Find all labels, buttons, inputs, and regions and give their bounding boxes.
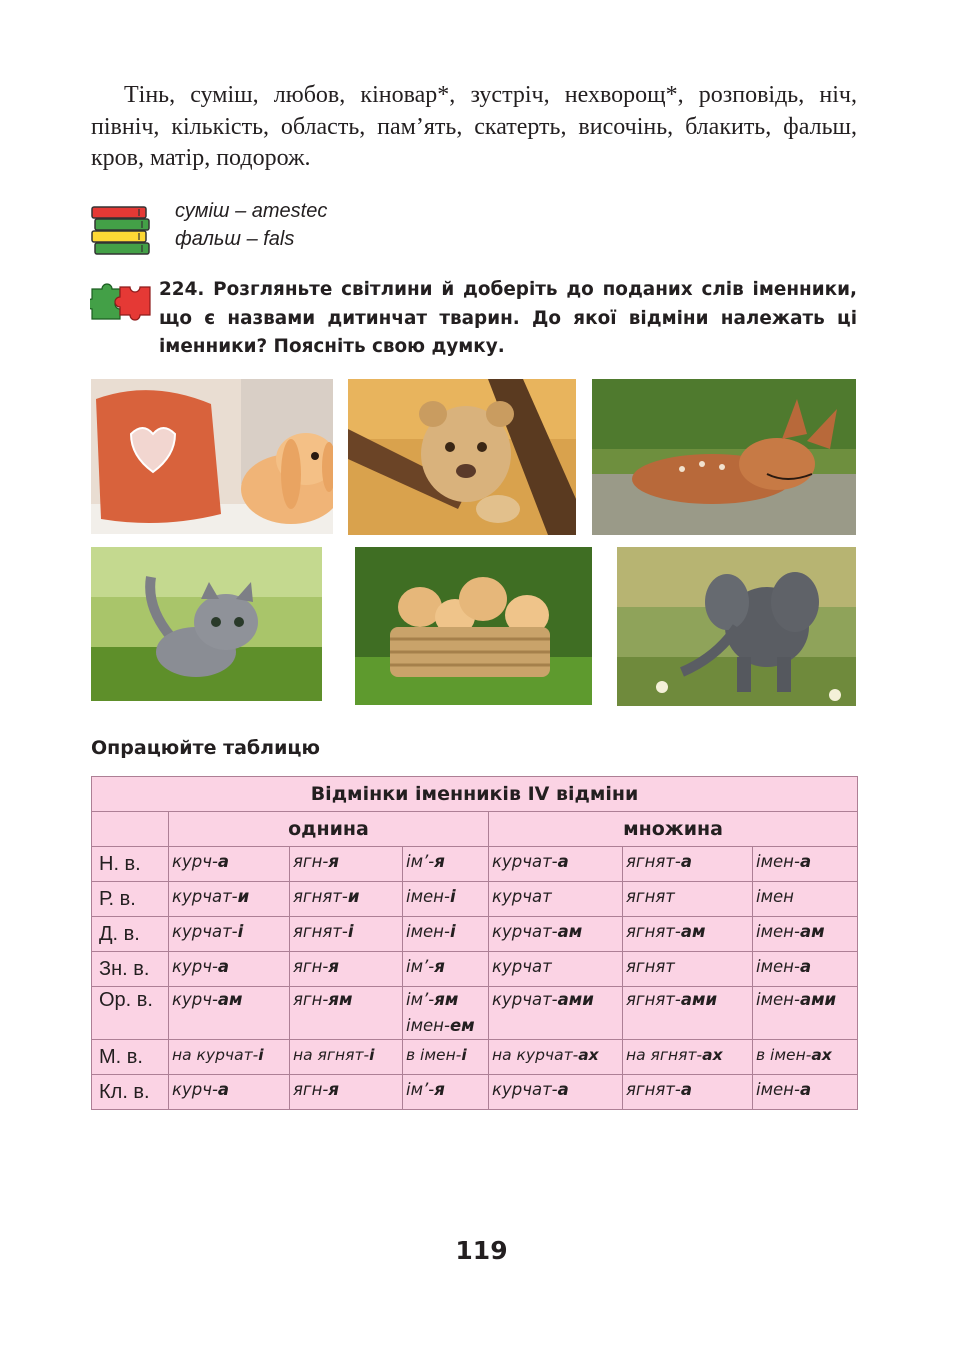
noun-form-cell	[753, 917, 858, 952]
noun-stem: ягн-	[293, 957, 329, 976]
noun-ending: ами	[680, 990, 718, 1009]
noun-ending: ям	[434, 990, 459, 1009]
noun-ending: я	[434, 957, 445, 976]
case-label: М. в.	[92, 1040, 169, 1075]
noun-stem: курч-	[172, 1080, 218, 1099]
noun-ending: а	[799, 957, 812, 976]
noun-ending: я	[328, 957, 339, 976]
noun-ending: і	[258, 1046, 264, 1064]
puzzle-icon	[90, 281, 152, 321]
declension-table	[91, 776, 858, 1110]
noun-ending: а	[217, 852, 230, 871]
noun-form-cell	[169, 882, 290, 917]
noun-ending: а	[799, 852, 812, 871]
case-label: Р. в.	[92, 882, 169, 917]
noun-ending: ами	[799, 990, 837, 1009]
noun-ending: ами	[557, 990, 594, 1009]
noun-ending: і	[369, 1046, 375, 1064]
noun-form-cell	[169, 1075, 290, 1110]
case-label: Н. в.	[92, 847, 169, 882]
noun-ending: ах	[702, 1046, 723, 1064]
noun-form-cell	[623, 847, 753, 882]
rabbit-photo	[91, 379, 333, 534]
noun-form-cell	[489, 952, 623, 987]
noun-stem: курчат	[492, 887, 552, 906]
noun-form-cell	[403, 952, 489, 987]
noun-form-cell	[403, 987, 489, 1040]
noun-ending: а	[557, 852, 569, 871]
noun-form-cell	[753, 1040, 858, 1075]
noun-form-cell	[290, 917, 403, 952]
noun-form-cell	[623, 952, 753, 987]
noun-stem: на ягнят-	[626, 1046, 703, 1064]
noun-ending: а	[217, 957, 230, 976]
noun-stem: курчат-	[492, 852, 558, 871]
noun-form-cell	[169, 917, 290, 952]
noun-stem: імен-	[406, 922, 450, 941]
noun-ending: ам	[799, 922, 825, 941]
noun-stem: ягн-	[293, 990, 329, 1009]
noun-form-cell	[403, 1075, 489, 1110]
noun-stem: в імен-	[756, 1046, 812, 1064]
noun-stem: імен-	[756, 1080, 800, 1099]
noun-form-cell	[753, 847, 858, 882]
noun-ending: а	[557, 1080, 569, 1099]
noun-stem: ягнят	[626, 887, 675, 906]
noun-ending: ем	[449, 1016, 475, 1035]
noun-stem: ягнят-	[626, 922, 681, 941]
noun-stem: курчат-	[492, 990, 558, 1009]
noun-ending: а	[217, 1080, 230, 1099]
noun-stem: на курчат-	[492, 1046, 579, 1064]
noun-stem: курчат-	[492, 1080, 558, 1099]
kitten-photo	[91, 547, 322, 701]
case-label: Кл. в.	[92, 1075, 169, 1110]
noun-stem: імен-	[756, 990, 800, 1009]
noun-form-cell	[290, 987, 403, 1040]
noun-form-cell	[290, 882, 403, 917]
noun-ending: а	[680, 1080, 693, 1099]
noun-ending: я	[434, 1080, 445, 1099]
noun-stem: ім’-	[406, 957, 435, 976]
noun-stem: ягнят-	[626, 852, 681, 871]
glossary-entry: суміш – amestec	[175, 200, 328, 222]
noun-form-cell	[290, 847, 403, 882]
noun-stem: імен	[756, 887, 794, 906]
singular-header: однина	[169, 812, 489, 847]
puppies-photo	[355, 547, 592, 705]
table-row	[92, 952, 858, 987]
table-title: Відмінки іменників IV відміни	[92, 777, 858, 812]
noun-stem: на ягнят-	[293, 1046, 370, 1064]
noun-stem: ягнят-	[293, 887, 348, 906]
noun-form-cell	[489, 1040, 623, 1075]
noun-stem: імен-	[406, 1016, 450, 1035]
table-row	[92, 1040, 858, 1075]
lion-cub-photo	[348, 379, 576, 535]
noun-stem: в імен-	[406, 1046, 462, 1064]
table-heading: Опрацюйте таблицю	[91, 737, 320, 759]
noun-form-cell	[169, 987, 290, 1040]
task-224: 224. Розгляньте світлини й доберіть до поданих слів іменники, що є назвами дитинчат тварин. До якої відміни належать ці іменники? Поясніть свою думку.	[159, 279, 857, 357]
noun-stem: ягнят-	[293, 922, 348, 941]
noun-ending: ам	[557, 922, 583, 941]
noun-form-cell	[753, 1075, 858, 1110]
word-list: Тінь, суміш, любов, кіновар*, зустріч, нехворощ*, розповідь, ніч, північ, кількість, область, пам’ять, скатерть, височінь, блакить, фальш, кров, матір, подорож.	[91, 82, 857, 171]
noun-form-cell	[403, 847, 489, 882]
noun-ending: ах	[811, 1046, 832, 1064]
noun-stem: ім’-	[406, 852, 435, 871]
noun-ending: а	[799, 1080, 812, 1099]
noun-ending: і	[449, 922, 456, 941]
noun-stem: імен-	[756, 957, 800, 976]
glossary-entry: фальш – fals	[175, 228, 295, 250]
noun-stem: курчат-	[172, 922, 238, 941]
noun-ending: я	[434, 852, 445, 871]
noun-stem: ягнят-	[626, 990, 681, 1009]
noun-form-cell	[623, 1040, 753, 1075]
noun-form-cell	[290, 1075, 403, 1110]
noun-ending: і	[449, 887, 456, 906]
noun-ending: ах	[578, 1046, 599, 1064]
noun-stem: імен-	[756, 852, 800, 871]
noun-stem: імен-	[756, 922, 800, 941]
noun-form-cell	[489, 882, 623, 917]
glossary	[175, 197, 327, 253]
table-row	[92, 847, 858, 882]
noun-form-cell	[403, 882, 489, 917]
noun-form-cell	[623, 987, 753, 1040]
noun-ending: и	[347, 887, 360, 906]
noun-ending: і	[461, 1046, 467, 1064]
noun-form-cell	[489, 1075, 623, 1110]
noun-ending: а	[680, 852, 693, 871]
noun-ending: ам	[217, 990, 243, 1009]
noun-form-cell	[169, 952, 290, 987]
noun-stem: ім’-	[406, 1080, 435, 1099]
fawn-photo	[592, 379, 856, 535]
noun-ending: і	[347, 922, 354, 941]
noun-ending: я	[328, 852, 339, 871]
noun-stem: на курчат-	[172, 1046, 259, 1064]
plural-header: множина	[489, 812, 858, 847]
noun-ending: и	[237, 887, 250, 906]
noun-form-cell	[753, 952, 858, 987]
noun-form-cell	[489, 917, 623, 952]
noun-stem: ім’-	[406, 990, 435, 1009]
noun-form-cell	[623, 882, 753, 917]
noun-form-cell	[753, 987, 858, 1040]
case-label: Зн. в.	[92, 952, 169, 987]
noun-ending: ам	[680, 922, 706, 941]
noun-stem: курч-	[172, 852, 218, 871]
noun-stem: ягн-	[293, 1080, 329, 1099]
noun-form-cell	[489, 987, 623, 1040]
noun-ending: і	[237, 922, 244, 941]
noun-form-cell	[753, 882, 858, 917]
noun-stem: ягнят	[626, 957, 675, 976]
noun-stem: курчат	[492, 957, 552, 976]
table-row	[92, 1075, 858, 1110]
noun-stem: ягнят-	[626, 1080, 681, 1099]
noun-stem: курчат-	[492, 922, 558, 941]
table-row	[92, 917, 858, 952]
table-row	[92, 987, 858, 1040]
noun-form-cell	[169, 847, 290, 882]
baby-elephant-photo	[617, 547, 856, 706]
noun-stem: курчат-	[172, 887, 238, 906]
case-label: Д. в.	[92, 917, 169, 952]
noun-form-cell	[169, 1040, 290, 1075]
empty-header-cell	[92, 812, 169, 847]
noun-stem: ягн-	[293, 852, 329, 871]
noun-form-cell	[290, 952, 403, 987]
noun-form-cell	[623, 1075, 753, 1110]
noun-stem: імен-	[406, 887, 450, 906]
noun-form-cell	[623, 917, 753, 952]
page-number: 119	[455, 1236, 508, 1265]
noun-form-cell	[290, 1040, 403, 1075]
noun-form-cell	[489, 847, 623, 882]
noun-ending: я	[328, 1080, 339, 1099]
noun-form-cell	[403, 917, 489, 952]
noun-stem: курч-	[172, 957, 218, 976]
table-row	[92, 882, 858, 917]
intro-paragraph	[91, 80, 857, 175]
noun-stem: курч-	[172, 990, 218, 1009]
noun-form-cell	[403, 1040, 489, 1075]
case-label: Ор. в.	[92, 987, 169, 1040]
noun-ending: ям	[328, 990, 353, 1009]
books-icon	[91, 205, 153, 257]
